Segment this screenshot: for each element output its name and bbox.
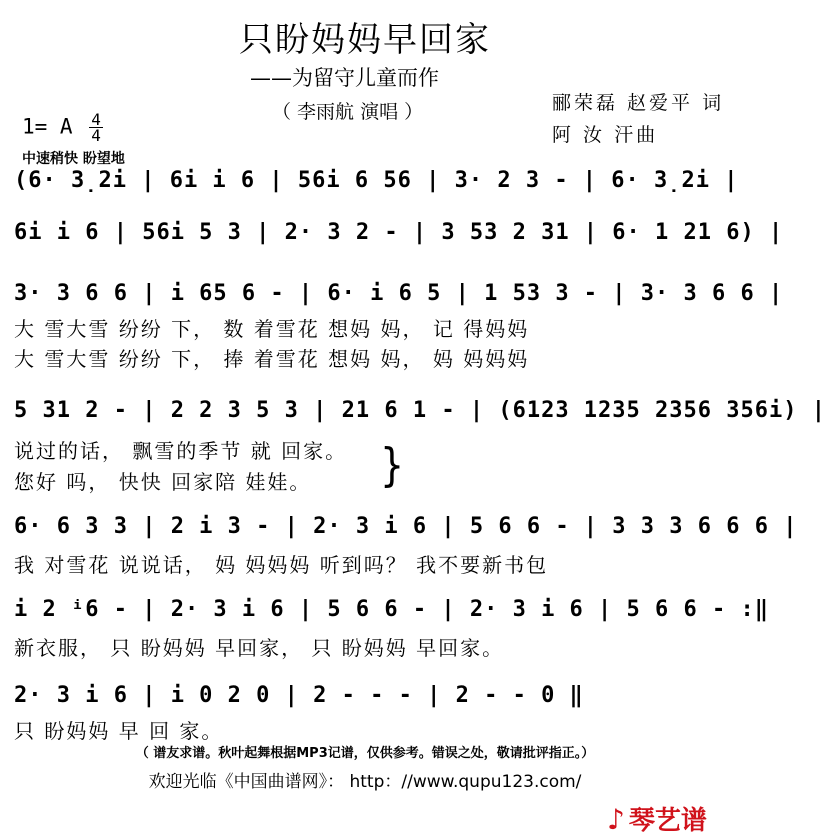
tempo-marking: 中速稍快 盼望地 xyxy=(22,151,125,167)
lyric-line-3a: 大 雪大雪 纷纷 下， 数 着雪花 想妈 妈， 记 得妈妈 xyxy=(14,317,530,341)
lyric-line-5: 我 对雪花 说说话， 妈 妈妈妈 听到吗？ 我不要新书包 xyxy=(14,553,549,577)
notation-line-2: 6i i 6 | 56i 5 3 | 2· 3 2 - | 3 53 2 31 | 6· 1 21 6) | xyxy=(14,220,784,245)
notation-line-4: 5 31 2 - | 2 2 3 5 3 | 21 6 1 - | (6123 1235 2356 356i) | xyxy=(14,398,826,423)
website-footer: 欢迎光临《中国曲谱网》： http：//www.qupu123.com/ xyxy=(148,772,582,792)
transcription-note: （ 谱友求谱。秋叶起舞根据MP3记谱，仅供参考。错误之处，敬请批评指正。） xyxy=(135,746,595,761)
lyric-line-3b: 大 雪大雪 纷纷 下， 捧 着雪花 想妈 妈， 妈 妈妈妈 xyxy=(14,347,530,371)
notation-line-1: (6· 3̣2i | 6i i 6 | 56i 6 56 | 3· 2 3 - | 6· 3̣2i | xyxy=(14,168,739,193)
time-sig-bottom: 4 xyxy=(91,126,101,145)
lyricist-credit: 郦荣磊 赵爱平 词 xyxy=(552,92,725,114)
lyric-brace: } xyxy=(380,438,405,492)
music-note-logo-icon: ♪ xyxy=(607,803,625,836)
lyric-line-6: 新衣服， 只 盼妈妈 早回家， 只 盼妈妈 早回家。 xyxy=(14,636,505,660)
logo-text: 琴艺谱 xyxy=(628,806,707,836)
key-signature xyxy=(22,112,103,143)
lyric-line-4a: 说过的话， 飘雪的季节 就 回家。 xyxy=(14,439,348,463)
notation-line-7: 2· 3 i 6 | i 0 2 0 | 2 - - - | 2 - - 0 ‖ xyxy=(14,683,584,708)
lyric-line-4b: 您好 吗， 快快 回家陪 娃娃。 xyxy=(14,470,312,494)
song-subtitle: ——为留守儿童而作 xyxy=(250,66,439,90)
notation-line-6: i 2 ⁱ6 - | 2· 3 i 6 | 5 6 6 - | 2· 3 i 6 | 5 6 6 - :‖ xyxy=(14,597,769,622)
notation-line-3: 3· 3 6 6 | i 65 6 - | 6· i 6 5 | 1 53 3 - | 3· 3 6 6 | xyxy=(14,281,784,306)
key-label: 1= A xyxy=(22,114,73,139)
singer-credit: （ 李雨航 演唱 ） xyxy=(272,101,424,123)
site-logo xyxy=(607,800,707,837)
composer-credit: 阿 汝 汗曲 xyxy=(552,124,659,146)
notation-line-5: 6· 6 3 3 | 2 i 3 - | 2· 3 i 6 | 5 6 6 - | 3 3 3 6 6 6 | xyxy=(14,514,798,539)
time-signature xyxy=(89,112,103,143)
lyric-line-7: 只 盼妈妈 早 回 家。 xyxy=(14,719,224,743)
song-title: 只盼妈妈早回家 xyxy=(239,20,491,60)
time-sig-top: 4 xyxy=(91,110,101,129)
